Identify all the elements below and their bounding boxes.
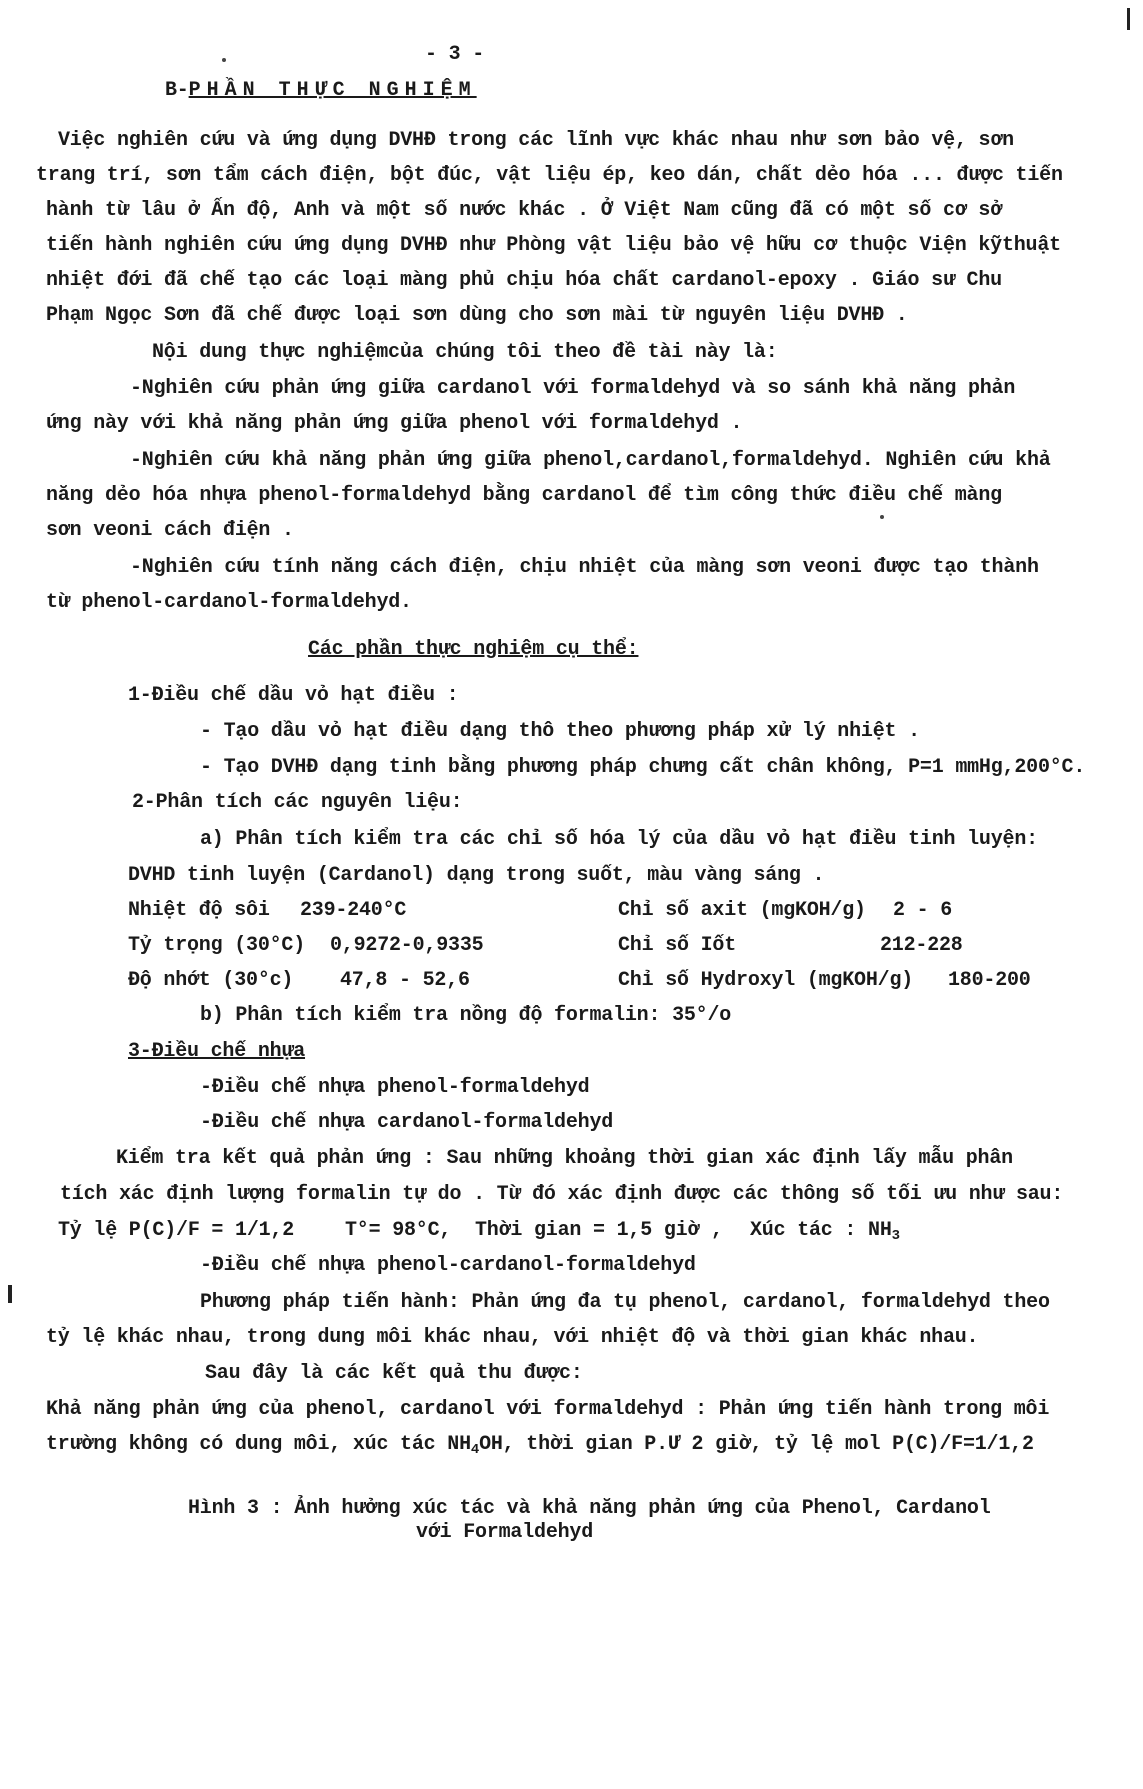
content-item-line: ứng này với khả năng phản ứng giữa phenol với formaldehyd . — [46, 412, 743, 435]
section-title-prefix: B- — [165, 79, 189, 102]
step3-title: 3-Điều chế nhựa — [128, 1040, 306, 1063]
intro-line: Việc nghiên cứu và ứng dụng DVHĐ trong các lĩnh vực khác nhau như sơn bảo vệ, sơn — [58, 129, 1014, 152]
method-line: Phương pháp tiến hành: Phản ứng đa tụ phenol, cardanol, formaldehyd theo — [200, 1291, 1050, 1314]
section-title-text: PHẦN THỰC NGHIỆM — [188, 79, 477, 102]
step3-item: -Điều chế nhựa cardanol-formaldehyd — [200, 1111, 614, 1134]
scan-speck — [222, 58, 226, 62]
step2-a-desc: DVHD tinh luyện (Cardanol) dạng trong suốt, màu vàng sáng . — [128, 864, 825, 887]
prop-label: Chỉ số Iốt — [618, 934, 737, 957]
prop-value: 2 - 6 — [893, 899, 953, 922]
experiment-subheading: Các phần thực nghiệm cụ thể: — [308, 638, 639, 661]
scan-speck — [880, 515, 884, 519]
intro-line: Phạm Ngọc Sơn đã chế được loại sơn dùng cho sơn mài từ nguyên liệu DVHĐ . — [46, 304, 908, 327]
content-item-line: năng dẻo hóa nhựa phenol-formaldehyd bằng cardanol để tìm công thức điều chế màng — [46, 484, 1002, 507]
prop-label: Độ nhớt (30°c) — [128, 969, 294, 992]
content-item-line: sơn veoni cách điện . — [46, 519, 294, 542]
step1-title: 1-Điều chế dầu vỏ hạt điều : — [128, 684, 459, 707]
figure-caption: với Formaldehyd — [416, 1521, 594, 1544]
content-intro: Nội dung thực nghiệmcủa chúng tôi theo đề tài này là: — [152, 341, 778, 364]
check-line: tích xác định lượng formalin tự do . Từ đó xác định được các thông số tối ưu như sau: — [60, 1183, 1064, 1206]
method-line: tỷ lệ khác nhau, trong dung môi khác nhau, với nhiệt độ và thời gian khác nhau. — [46, 1326, 979, 1349]
intro-line: nhiệt đới đã chế tạo các loại màng phủ chịu hóa chất cardanol-epoxy . Giáo sư Chu — [46, 269, 1002, 292]
prop-value: 47,8 - 52,6 — [340, 969, 470, 992]
step2-a-line: a) Phân tích kiểm tra các chỉ số hóa lý của dầu vỏ hạt điều tinh luyện: — [200, 828, 1038, 851]
content-item-line: -Nghiên cứu tính năng cách điện, chịu nhiệt của màng sơn veoni được tạo thành — [130, 556, 1039, 579]
param-catalyst-label: Xúc tác : NH — [750, 1219, 892, 1242]
section-title — [165, 78, 477, 104]
intro-line: tiến hành nghiên cứu ứng dụng DVHĐ như Phòng vật liệu bảo vệ hữu cơ thuộc Viện kỹthuật — [46, 234, 1061, 257]
intro-line: trang trí, sơn tẩm cách điện, bột đúc, vật liệu ép, keo dán, chất dẻo hóa ... được tiến — [36, 164, 1063, 187]
figure-caption: Hình 3 : Ảnh hưởng xúc tác và khả năng phản ứng của Phenol, Cardanol — [188, 1497, 991, 1520]
param-catalyst-sub: 3 — [891, 1228, 900, 1244]
results-intro: Sau đây là các kết quả thu được: — [205, 1362, 583, 1385]
prop-value: 212-228 — [880, 934, 963, 957]
param-time: Thời gian = 1,5 giờ , — [475, 1219, 723, 1242]
intro-line: hành từ lâu ở Ấn độ, Anh và một số nước khác . Ở Việt Nam cũng đã có một số cơ sở — [46, 199, 1002, 222]
step1-item: - Tạo dầu vỏ hạt điều dạng thô theo phương pháp xử lý nhiệt . — [200, 720, 920, 743]
step3-item: -Điều chế nhựa phenol-cardanol-formaldehyd — [200, 1254, 696, 1277]
prop-label: Nhiệt độ sôi — [128, 899, 270, 922]
capability-line-part: OH, thời gian P.Ư 2 giờ, tỷ lệ mol P(C)/F=1/1,2 — [479, 1433, 1034, 1456]
step2-b-line: b) Phân tích kiểm tra nồng độ formalin: 35°/o — [200, 1004, 732, 1027]
prop-label: Tỷ trọng (30°C) — [128, 934, 306, 957]
capability-line-sub: 4 — [470, 1442, 480, 1458]
prop-label: Chỉ số Hydroxyl (mgKOH/g) — [618, 969, 914, 992]
step3-item: -Điều chế nhựa phenol-formaldehyd — [200, 1076, 590, 1099]
prop-value: 239-240°C — [300, 899, 407, 922]
param-ratio: Tỷ lệ P(C)/F = 1/1,2 — [58, 1219, 295, 1242]
param-catalyst — [750, 1218, 900, 1249]
capability-line: Khả năng phản ứng của phenol, cardanol với formaldehyd : Phản ứng tiến hành trong môi — [46, 1398, 1050, 1421]
content-item-line: từ phenol-cardanol-formaldehyd. — [46, 591, 412, 614]
scan-edge-mark — [1127, 8, 1130, 30]
prop-label: Chỉ số axit (mgKOH/g) — [618, 899, 866, 922]
scan-edge-mark — [8, 1285, 12, 1303]
capability-line-part: trường không có dung môi, xúc tác NH — [46, 1433, 471, 1456]
step1-item: - Tạo DVHĐ dạng tinh bằng phương pháp chưng cất chân không, P=1 mmHg,200°C. — [200, 756, 1086, 779]
prop-value: 180-200 — [948, 969, 1031, 992]
step2-title: 2-Phân tích các nguyên liệu: — [132, 791, 463, 814]
content-item-line: -Nghiên cứu khả năng phản ứng giữa phenol,cardanol,formaldehyd. Nghiên cứu khả — [130, 449, 1051, 472]
page-number: - 3 - — [425, 43, 485, 66]
prop-value: 0,9272-0,9335 — [330, 934, 484, 957]
param-temp: T°= 98°C, — [345, 1219, 452, 1242]
content-item-line: -Nghiên cứu phản ứng giữa cardanol với formaldehyd và so sánh khả năng phản — [130, 377, 1016, 400]
check-line: Kiểm tra kết quả phản ứng : Sau những khoảng thời gian xác định lấy mẫu phân — [116, 1147, 1013, 1170]
capability-line — [46, 1432, 1034, 1463]
